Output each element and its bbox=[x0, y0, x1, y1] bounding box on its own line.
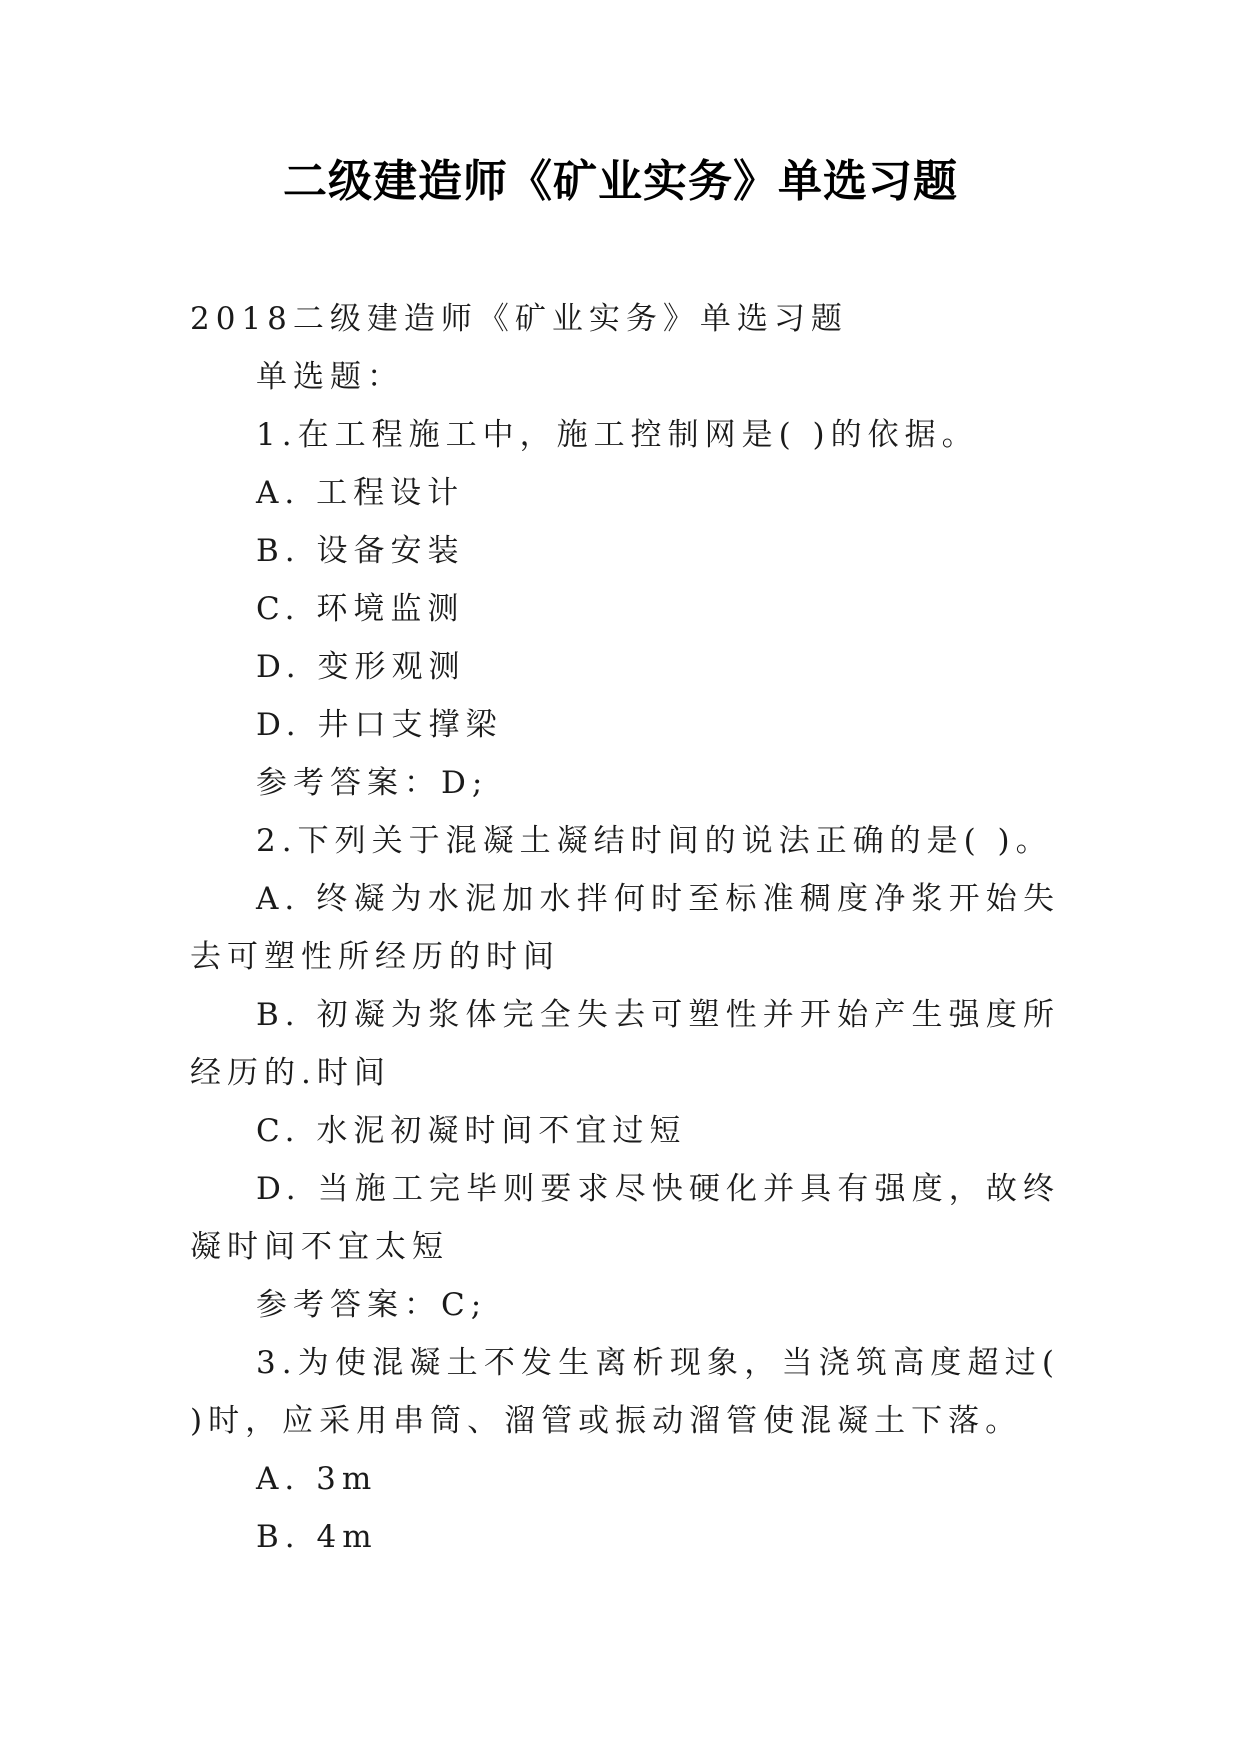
question-1-option-c: C. 环境监测 bbox=[256, 591, 465, 627]
question-1-option-e: D. 井口支撑梁 bbox=[256, 707, 503, 743]
question-3-option-a: A. 3m bbox=[256, 1461, 378, 1497]
question-2-answer: 参考答案：C; bbox=[256, 1287, 488, 1323]
section-label: 单选题： bbox=[256, 359, 404, 395]
question-2-option-c: C. 水泥初凝时间不宜过短 bbox=[256, 1113, 687, 1149]
question-2-option-b: B. 初凝为浆体完全失去可塑性并开始产生强度所经历的.时间 bbox=[190, 997, 1060, 1091]
question-3-stem: 3.为使混凝土不发生离析现象，当浇筑高度超过( )时，应采用串筒、溜管或振动溜管使混凝土下落。 bbox=[190, 1345, 1060, 1439]
question-1-stem: 1.在工程施工中，施工控制网是( )的依据。 bbox=[256, 417, 979, 453]
document-subtitle: 2018二级建造师《矿业实务》单选习题 bbox=[190, 301, 848, 337]
document-title: 二级建造师《矿业实务》单选习题 bbox=[283, 156, 958, 207]
question-1-option-a: A. 工程设计 bbox=[256, 475, 465, 511]
document-body bbox=[190, 290, 1060, 1566]
question-2-option-a: A. 终凝为水泥加水拌何时至标准稠度净浆开始失去可塑性所经历的时间 bbox=[190, 881, 1060, 975]
question-3-option-b: B. 4m bbox=[256, 1519, 378, 1555]
question-2-stem: 2.下列关于混凝土凝结时间的说法正确的是( )。 bbox=[256, 823, 1053, 859]
question-1-option-b: B. 设备安装 bbox=[256, 533, 465, 569]
question-2-option-d: D. 当施工完毕则要求尽快硬化并具有强度，故终凝时间不宜太短 bbox=[190, 1171, 1060, 1265]
question-1-answer: 参考答案：D; bbox=[256, 765, 489, 801]
question-1-option-d: D. 变形观测 bbox=[256, 649, 466, 685]
